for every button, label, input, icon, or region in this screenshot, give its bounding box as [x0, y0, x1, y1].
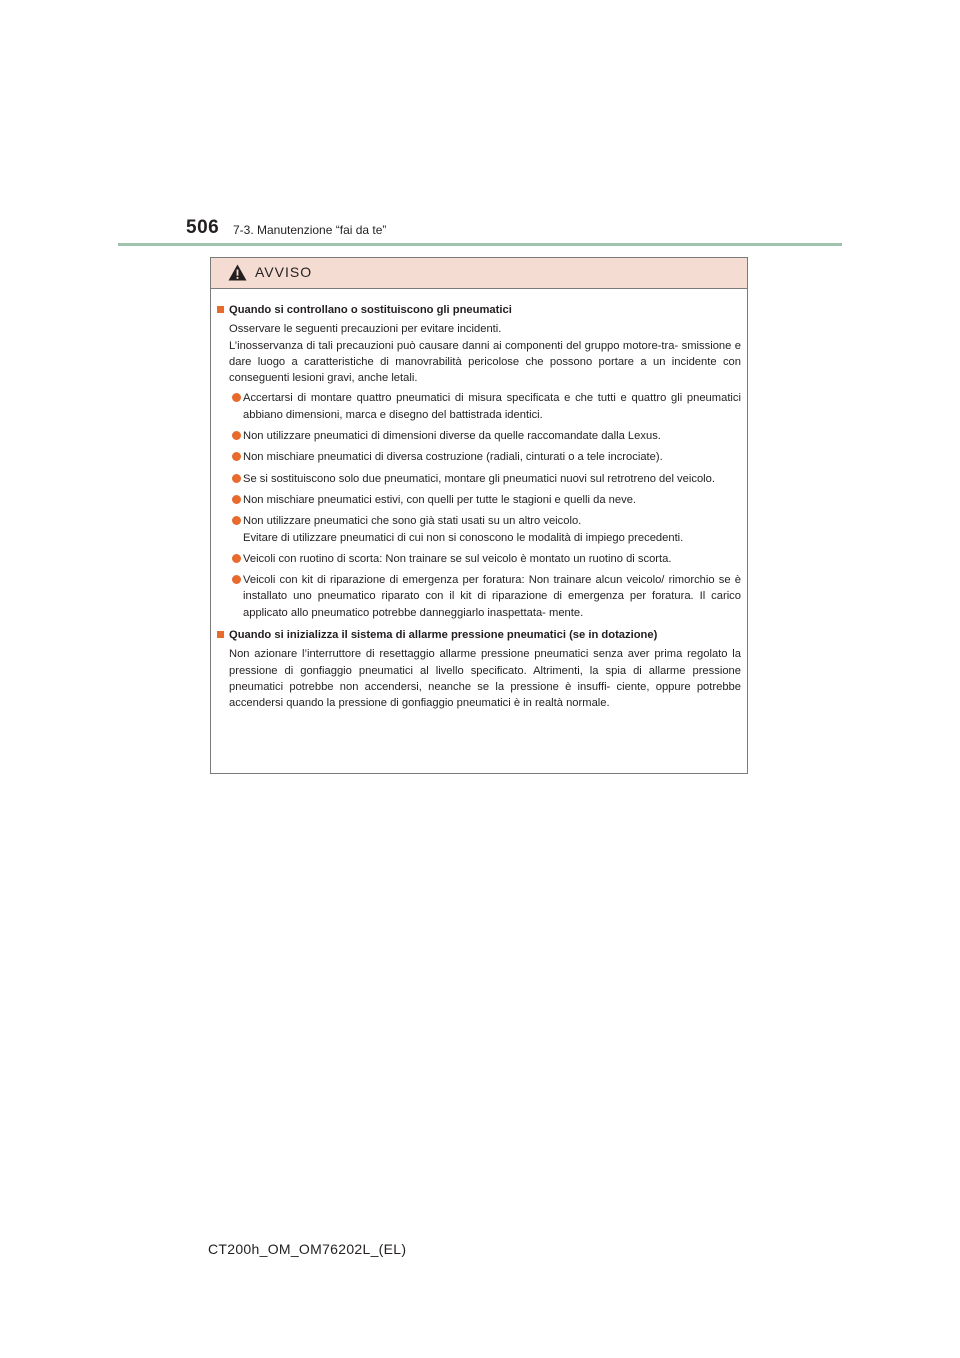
bullet-dot-icon [232, 516, 241, 525]
list-item: Non utilizzare pneumatici che sono già stati usati su un altro veicolo. Evitare di utilizzare pneumatici di cui non si conoscono le modalità di impiego precedenti. [232, 513, 741, 546]
list-item: Non utilizzare pneumatici di dimensioni diverse da quelle raccomandate dalla Lexus. [232, 428, 741, 444]
list-item: Non mischiare pneumatici di diversa costruzione (radiali, cinturati o a tele incrociate). [232, 449, 741, 465]
bullet-dot-icon [232, 452, 241, 461]
square-bullet-icon [217, 631, 224, 638]
header-divider [118, 243, 842, 246]
intro-line: L’inosservanza di tali precauzioni può causare danni ai componenti del gruppo motore-tra- smissione e dare luogo a caratteristiche di manovrabilità pericolose che possono portare a un incidente con conseguenti lesioni gravi, anche letali. [229, 339, 741, 385]
bullet-dot-icon [232, 474, 241, 483]
section-heading: Quando si inizializza il sistema di allarme pressione pneumatici (se in dotazione) [217, 627, 741, 643]
intro-line: Osservare le seguenti precauzioni per evitare incidenti. [229, 323, 502, 336]
list-item: Non mischiare pneumatici estivi, con quelli per tutte le stagioni e quelli da neve. [232, 492, 741, 508]
bullet-dot-icon [232, 575, 241, 584]
section-paragraph: Non azionare l’interruttore di resettaggio allarme pressione pneumatici senza aver prima regolato la pressione di gonfiaggio pneumatici al livello specificato. Altrimenti, la spia di allarme pressione pneumatici potrebbe non accendersi, neanche se la pressione è insuffi- ciente, oppure potrebbe accendersi quando la pressione di gonfiaggio pneumatici è in realtà normale. [229, 648, 741, 710]
list-item: Veicoli con kit di riparazione di emergenza per foratura: Non trainare alcun veicolo/ rimorchio se è installato uno pneumatico riparato con il kit di riparazione di emergenza per foratura. Il carico applicato allo pneumatico potrebbe danneggiarlo inaspettata- mente. [232, 572, 741, 621]
warning-box [210, 257, 748, 774]
section-heading: Quando si controllano o sostituiscono gli pneumatici [217, 302, 741, 318]
section-title: 7-3. Manutenzione “fai da te” [233, 223, 387, 237]
precaution-list [217, 390, 741, 621]
document-code: CT200h_OM_OM76202L_(EL) [208, 1241, 407, 1257]
page-number: 506 [186, 217, 220, 238]
warning-header [211, 258, 747, 289]
warning-triangle-icon [228, 264, 247, 281]
bullet-dot-icon [232, 554, 241, 563]
intro-paragraph [217, 321, 741, 386]
bullet-dot-icon [232, 495, 241, 504]
list-item: Se si sostituiscono solo due pneumatici, montare gli pneumatici nuovi sul retrotreno del veicolo. [232, 471, 741, 487]
warning-title: AVVISO [255, 264, 313, 280]
list-item: Veicoli con ruotino di scorta: Non trainare se sul veicolo è montato un ruotino di scorta. [232, 551, 741, 567]
square-bullet-icon [217, 306, 224, 313]
list-item: Accertarsi di montare quattro pneumatici di misura specificata e che tutti e quattro gli pneumatici abbiano dimensioni, marca e disegno del battistrada identici. [232, 390, 741, 423]
bullet-dot-icon [232, 431, 241, 440]
bullet-dot-icon [232, 393, 241, 402]
warning-body [211, 289, 747, 712]
